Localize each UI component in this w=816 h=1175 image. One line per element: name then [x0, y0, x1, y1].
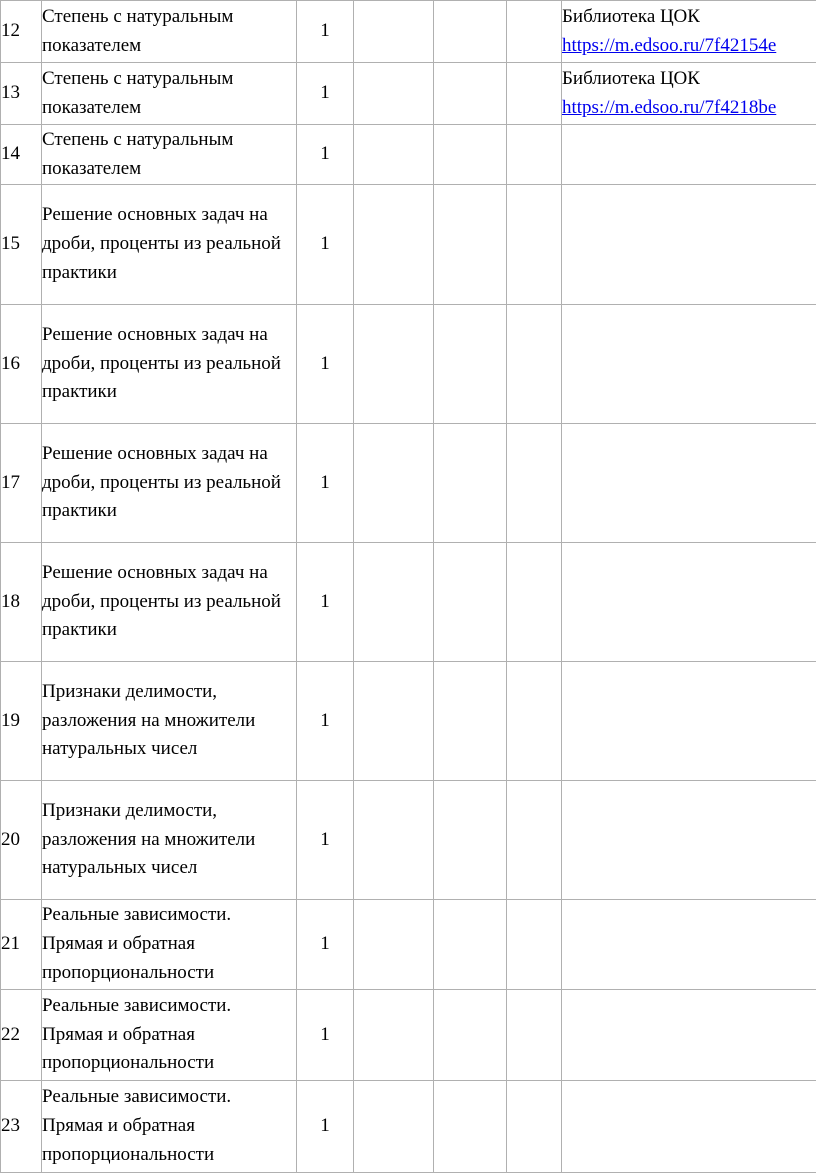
table-row [1, 662, 816, 781]
date-cell [507, 185, 562, 305]
library-link[interactable]: https://m.edsoo.ru/7f42154e [562, 34, 777, 56]
date-cell [507, 1081, 562, 1173]
resource-cell [562, 424, 816, 543]
lesson-hours: 1 [297, 990, 354, 1081]
lesson-number: 23 [1, 1081, 42, 1173]
lesson-topic: Решение основных задач на дроби, проценты из реальной практики [42, 185, 297, 305]
lesson-topic: Степень с натуральным показателем [42, 1, 297, 63]
table-row [1, 900, 816, 990]
table-row [1, 1081, 816, 1173]
library-link[interactable]: https://m.edsoo.ru/7f4218be [562, 96, 777, 118]
date-cell [507, 990, 562, 1081]
date-cell [507, 424, 562, 543]
lesson-number: 12 [1, 1, 42, 63]
practical-work-cell [434, 305, 507, 424]
table-row [1, 305, 816, 424]
lesson-topic: Степень с натуральным показателем [42, 63, 297, 125]
practical-work-cell [434, 424, 507, 543]
practical-work-cell [434, 1081, 507, 1173]
library-title: Библиотека ЦОК [562, 67, 700, 89]
lesson-number: 21 [1, 900, 42, 990]
resource-cell [562, 1081, 816, 1173]
control-work-cell [354, 305, 434, 424]
lesson-number: 15 [1, 185, 42, 305]
resource-cell [562, 990, 816, 1081]
lesson-hours: 1 [297, 125, 354, 185]
control-work-cell [354, 185, 434, 305]
lesson-topic: Реальные зависимости. Прямая и обратная пропорциональности [42, 990, 297, 1081]
date-cell [507, 1, 562, 63]
library-title: Библиотека ЦОК [562, 5, 700, 27]
lesson-number: 20 [1, 781, 42, 900]
lesson-hours: 1 [297, 424, 354, 543]
practical-work-cell [434, 990, 507, 1081]
lesson-topic: Признаки делимости, разложения на множители натуральных чисел [42, 662, 297, 781]
table-row [1, 63, 816, 125]
practical-work-cell [434, 185, 507, 305]
lesson-hours: 1 [297, 305, 354, 424]
table-row [1, 1, 816, 63]
control-work-cell [354, 1081, 434, 1173]
date-cell [507, 900, 562, 990]
lesson-number: 13 [1, 63, 42, 125]
table-row [1, 781, 816, 900]
lesson-number: 19 [1, 662, 42, 781]
resource-cell [562, 543, 816, 662]
control-work-cell [354, 900, 434, 990]
lesson-hours: 1 [297, 185, 354, 305]
resource-cell [562, 125, 816, 185]
lesson-topic: Признаки делимости, разложения на множители натуральных чисел [42, 781, 297, 900]
table-row [1, 543, 816, 662]
lesson-hours: 1 [297, 1081, 354, 1173]
practical-work-cell [434, 1, 507, 63]
lesson-hours: 1 [297, 63, 354, 125]
practical-work-cell [434, 900, 507, 990]
control-work-cell [354, 543, 434, 662]
table-row [1, 424, 816, 543]
control-work-cell [354, 662, 434, 781]
lesson-topic: Реальные зависимости. Прямая и обратная пропорциональности [42, 1081, 297, 1173]
practical-work-cell [434, 63, 507, 125]
practical-work-cell [434, 543, 507, 662]
control-work-cell [354, 1, 434, 63]
control-work-cell [354, 990, 434, 1081]
date-cell [507, 662, 562, 781]
practical-work-cell [434, 781, 507, 900]
table-row [1, 125, 816, 185]
resource-cell [562, 662, 816, 781]
date-cell [507, 63, 562, 125]
lesson-hours: 1 [297, 543, 354, 662]
lesson-hours: 1 [297, 900, 354, 990]
date-cell [507, 305, 562, 424]
resource-cell [562, 63, 816, 125]
lesson-number: 16 [1, 305, 42, 424]
lesson-hours: 1 [297, 662, 354, 781]
table-body [1, 1, 816, 1173]
lesson-number: 22 [1, 990, 42, 1081]
lesson-number: 17 [1, 424, 42, 543]
lesson-hours: 1 [297, 781, 354, 900]
control-work-cell [354, 125, 434, 185]
lesson-topic: Степень с натуральным показателем [42, 125, 297, 185]
resource-cell [562, 185, 816, 305]
practical-work-cell [434, 662, 507, 781]
lesson-topic: Решение основных задач на дроби, проценты из реальной практики [42, 424, 297, 543]
lesson-topic: Решение основных задач на дроби, проценты из реальной практики [42, 305, 297, 424]
resource-cell [562, 781, 816, 900]
resource-cell [562, 1, 816, 63]
date-cell [507, 781, 562, 900]
control-work-cell [354, 63, 434, 125]
table-row [1, 990, 816, 1081]
lesson-hours: 1 [297, 1, 354, 63]
lesson-topic: Реальные зависимости. Прямая и обратная пропорциональности [42, 900, 297, 990]
resource-cell [562, 305, 816, 424]
resource-cell [562, 900, 816, 990]
lesson-topic: Решение основных задач на дроби, проценты из реальной практики [42, 543, 297, 662]
lesson-number: 18 [1, 543, 42, 662]
table-row [1, 185, 816, 305]
lesson-number: 14 [1, 125, 42, 185]
date-cell [507, 125, 562, 185]
date-cell [507, 543, 562, 662]
practical-work-cell [434, 125, 507, 185]
control-work-cell [354, 781, 434, 900]
control-work-cell [354, 424, 434, 543]
